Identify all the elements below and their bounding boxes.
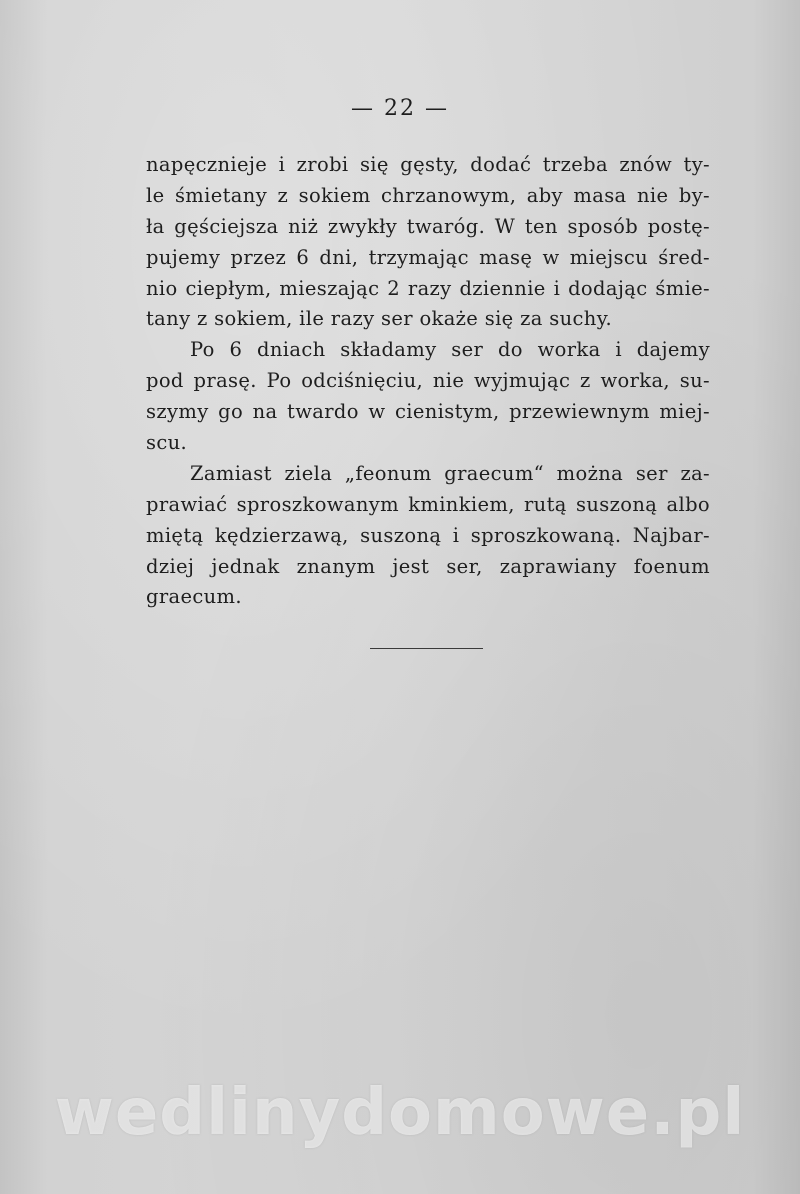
watermark: wedlinydomowe.pl (54, 1076, 746, 1150)
text-line: szymy go na twardo w cienistym, przewiewnym miej- (146, 400, 710, 424)
text-line: nio ciepłym, mieszając 2 razy dziennie i dodając śmie- (146, 276, 710, 300)
text-line: miętą kędzierzawą, suszoną i sproszkowaną. Najbar- (146, 523, 710, 547)
text-line: le śmietany z sokiem chrzanowym, aby masa nie by- (146, 183, 710, 207)
text-line: prawiać sproszkowanym kminkiem, rutą suszoną albo (146, 492, 710, 516)
body-text (146, 150, 710, 613)
text-line: Po 6 dniach składamy ser do worka i dajemy (190, 338, 710, 362)
text-line: dziej jednak znanym jest ser, zaprawiany foenum (146, 554, 710, 578)
text-line: graecum. (146, 585, 242, 609)
section-divider (370, 648, 483, 649)
text-line: tany z sokiem, ile razy ser okaże się za suchy. (146, 307, 613, 331)
text-line: pujemy przez 6 dni, trzymając masę w miejscu śred- (146, 245, 710, 269)
page-number: — 22 — (351, 96, 449, 121)
text-line: napęcznieje i zrobi się gęsty, dodać trzeba znów ty- (146, 153, 710, 176)
text-line: scu. (146, 431, 188, 455)
text-line: ła gęściejsza niż zwykły twaróg. W ten sposób postę- (146, 214, 710, 238)
text-line: pod prasę. Po odciśnięciu, nie wyjmując z worka, su- (146, 369, 710, 393)
text-line: Zamiast ziela „feonum graecum“ można ser za- (190, 461, 710, 485)
